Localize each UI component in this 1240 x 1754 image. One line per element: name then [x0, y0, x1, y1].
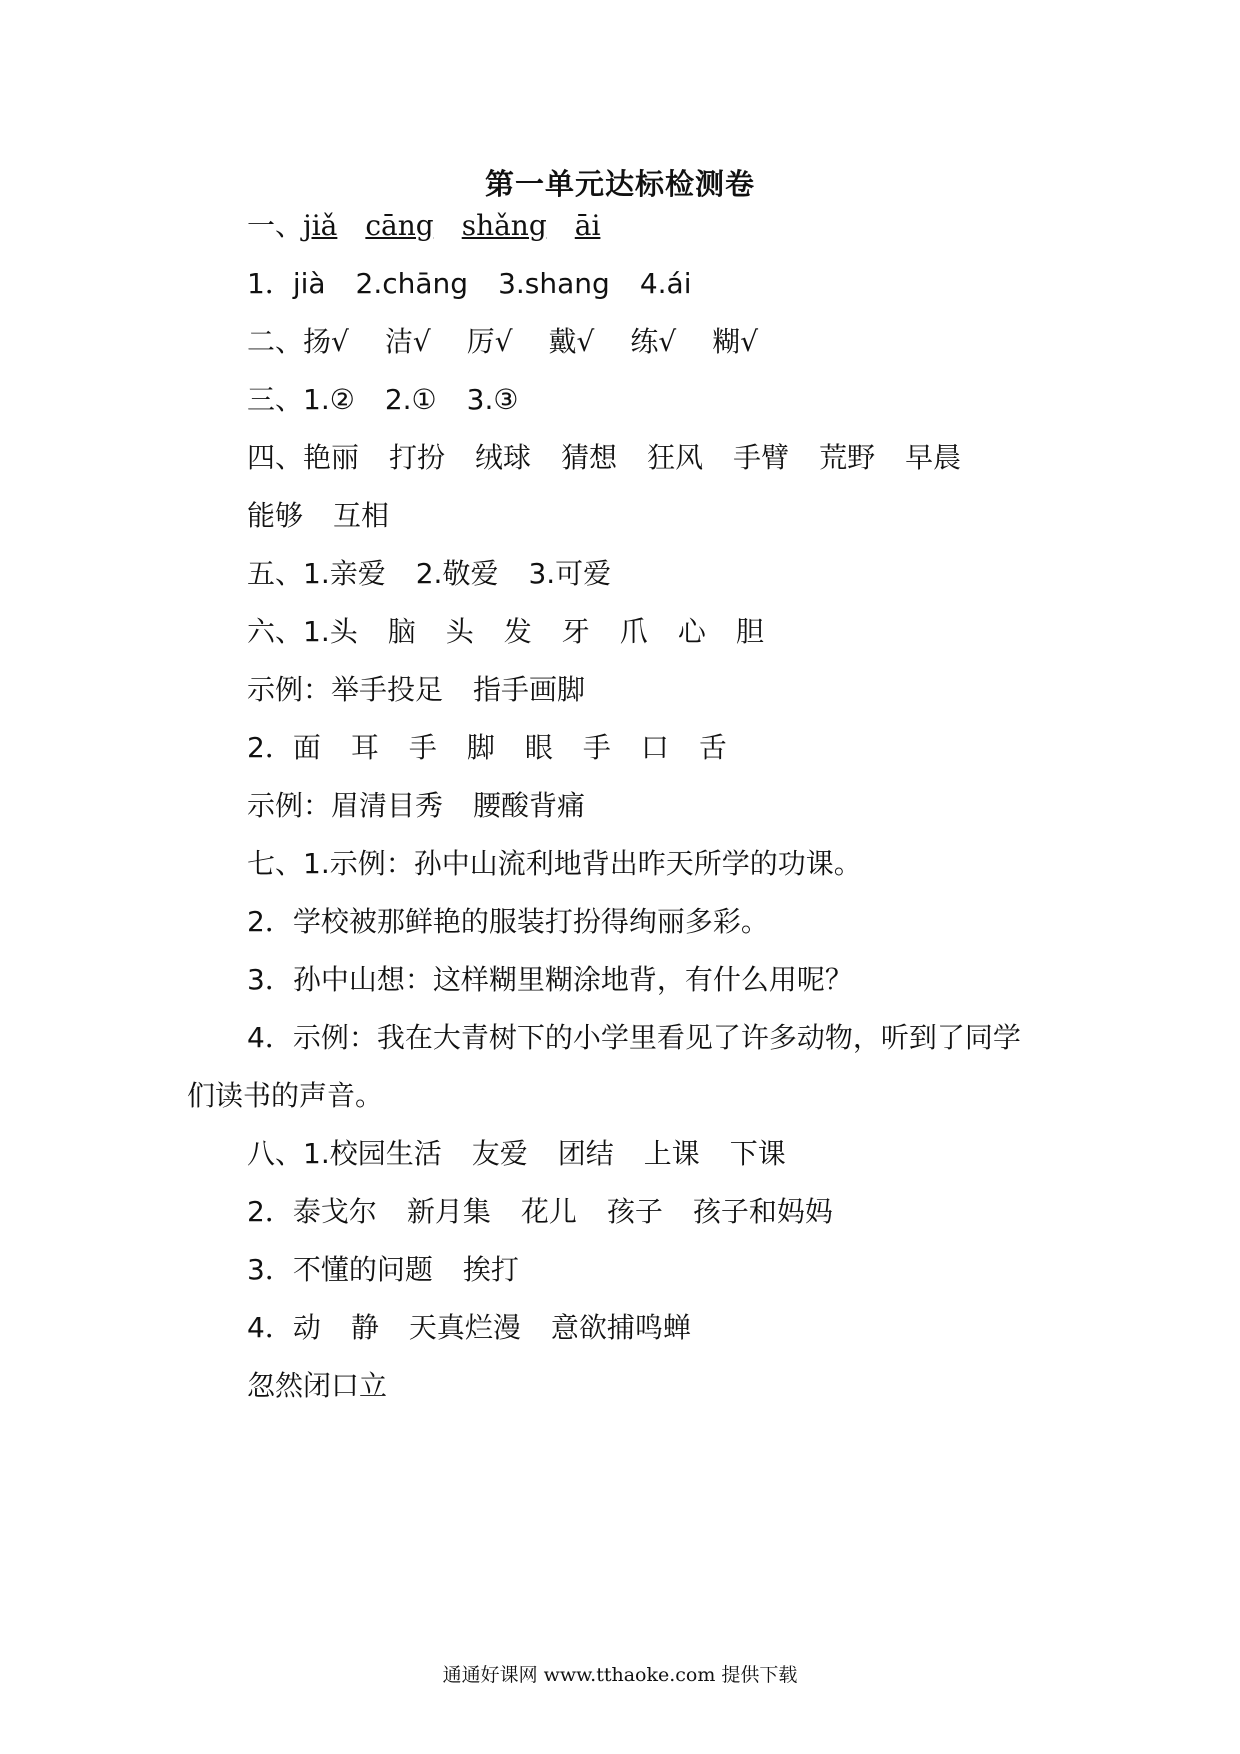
answer-item: 1.亲爱 [303, 557, 386, 590]
section-8-q4-line [247, 1310, 691, 1346]
answer-item: 狂风 [647, 441, 704, 474]
answer-item: 眼 [524, 731, 553, 764]
sentence-answer: 1.示例：孙中山流利地背出昨天所学的功课。 [303, 847, 862, 880]
section-6-example-1-line [247, 672, 585, 708]
answer-item: 下课 [729, 1137, 786, 1170]
answer-item: 早晨 [905, 441, 962, 474]
section-8-q4-continued-line: 忽然闭口立 [247, 1369, 388, 1402]
answer-item: 舌 [698, 731, 727, 764]
section-3-label: 三、 [247, 383, 304, 416]
answer-item: 互相 [333, 499, 390, 532]
answer-item: 手 [582, 731, 611, 764]
section-6-example-2-line [247, 788, 585, 824]
answer-item: 戴√ [548, 325, 595, 358]
section-5-line [247, 556, 611, 592]
section-8-q2-line [247, 1194, 833, 1230]
answer-item: 2．泰戈尔 [247, 1195, 377, 1228]
section-7-q1-line [247, 846, 862, 882]
section-1-pinyin-line [247, 208, 628, 244]
answer-item: 孩子和妈妈 [692, 1195, 833, 1228]
section-4-continued-line [247, 498, 389, 534]
section-5-label: 五、 [247, 557, 304, 590]
section-6-label: 六、 [247, 615, 304, 648]
answer-item: 能够 [247, 499, 304, 532]
section-2-label: 二、 [247, 325, 304, 358]
section-6-q2-line [247, 730, 727, 766]
answer-item: 绒球 [475, 441, 532, 474]
answer-item: 打扮 [389, 441, 446, 474]
answer-item: 2.chāng [355, 267, 469, 300]
answer-item: 挨打 [462, 1253, 519, 1286]
section-2-line [247, 324, 758, 360]
section-7-label: 七、 [247, 847, 304, 880]
answer-item: 花儿 [520, 1195, 577, 1228]
pinyin-item: shǎng [461, 209, 547, 242]
section-7-q4-line: 4．示例：我在大青树下的小学里看见了许多动物，听到了同学 [247, 1021, 1021, 1054]
answer-item: 指手画脚 [473, 673, 586, 706]
answer-item: 眉清目秀 [331, 789, 444, 822]
answer-item: 天真烂漫 [408, 1311, 521, 1344]
answer-item: 心 [677, 615, 706, 648]
answer-item: 手臂 [733, 441, 790, 474]
answer-item: 艳丽 [303, 441, 360, 474]
section-6-q1-line [247, 614, 764, 650]
answer-item: 1．jià [247, 267, 326, 300]
answer-item: 团结 [557, 1137, 614, 1170]
answer-item: 胆 [735, 615, 764, 648]
answer-item: 口 [640, 731, 669, 764]
example-label: 示例： [247, 673, 332, 706]
answer-item: 头 [445, 615, 474, 648]
pinyin-item: jiǎ [303, 209, 338, 242]
answer-item: 上课 [643, 1137, 700, 1170]
section-8-q1-line [247, 1136, 786, 1172]
answer-item: 扬√ [303, 325, 349, 358]
answer-item: 3.shang [498, 267, 610, 300]
answer-item: 耳 [350, 731, 379, 764]
answer-item: 爪 [619, 615, 648, 648]
answer-item: 猜想 [561, 441, 618, 474]
answer-item: 发 [503, 615, 532, 648]
section-8-label: 八、 [247, 1137, 304, 1170]
answer-item: 友爱 [471, 1137, 528, 1170]
answer-item: 脚 [466, 731, 495, 764]
answer-item: 3．不懂的问题 [247, 1253, 433, 1286]
answer-item: 洁√ [384, 325, 431, 358]
pinyin-item: cāng [365, 209, 434, 242]
section-7-q2-line: 2．学校被那鲜艳的服装打扮得绚丽多彩。 [247, 905, 769, 938]
answer-item: 厉√ [466, 325, 513, 358]
answer-item: 2．面 [247, 731, 321, 764]
answer-item: 新月集 [406, 1195, 491, 1228]
page-title: 第一单元达标检测卷 [484, 167, 755, 201]
answer-item: 脑 [387, 615, 416, 648]
answer-item: 荒野 [819, 441, 876, 474]
section-7-q3-line: 3．孙中山想：这样糊里糊涂地背，有什么用呢？ [247, 963, 853, 996]
section-8-q3-line [247, 1252, 519, 1288]
answer-item: 牙 [561, 615, 590, 648]
answer-item: 3.③ [466, 383, 519, 416]
answer-item: 腰酸背痛 [473, 789, 586, 822]
section-1-answers-line [247, 266, 691, 302]
pinyin-item: āi [574, 209, 601, 242]
answer-item: 3.可爱 [528, 557, 612, 590]
answer-item: 举手投足 [331, 673, 444, 706]
answer-item: 练√ [630, 325, 677, 358]
answer-item: 手 [408, 731, 437, 764]
answer-item: 孩子 [606, 1195, 663, 1228]
page-footer: 通通好课网 www.tthaoke.com 提供下载 [442, 1664, 798, 1686]
answer-item: 4.ái [639, 267, 692, 300]
answer-item: 意欲捕鸣蝉 [550, 1311, 691, 1344]
section-7-q4-continued-line: 们读书的声音。 [187, 1079, 384, 1112]
section-3-line [247, 382, 519, 418]
example-label: 示例： [247, 789, 332, 822]
section-4-line [247, 440, 961, 476]
answer-item: 2.敬爱 [415, 557, 499, 590]
answer-item: 1.校园生活 [303, 1137, 442, 1170]
answer-item: 糊√ [712, 325, 759, 358]
answer-item: 1.头 [303, 615, 358, 648]
answer-item: 4．动 [247, 1311, 321, 1344]
answer-item: 1.② [303, 383, 355, 416]
answer-item: 静 [350, 1311, 379, 1344]
section-4-label: 四、 [247, 441, 304, 474]
section-1-label: 一、 [247, 209, 304, 242]
answer-item: 2.① [384, 383, 437, 416]
